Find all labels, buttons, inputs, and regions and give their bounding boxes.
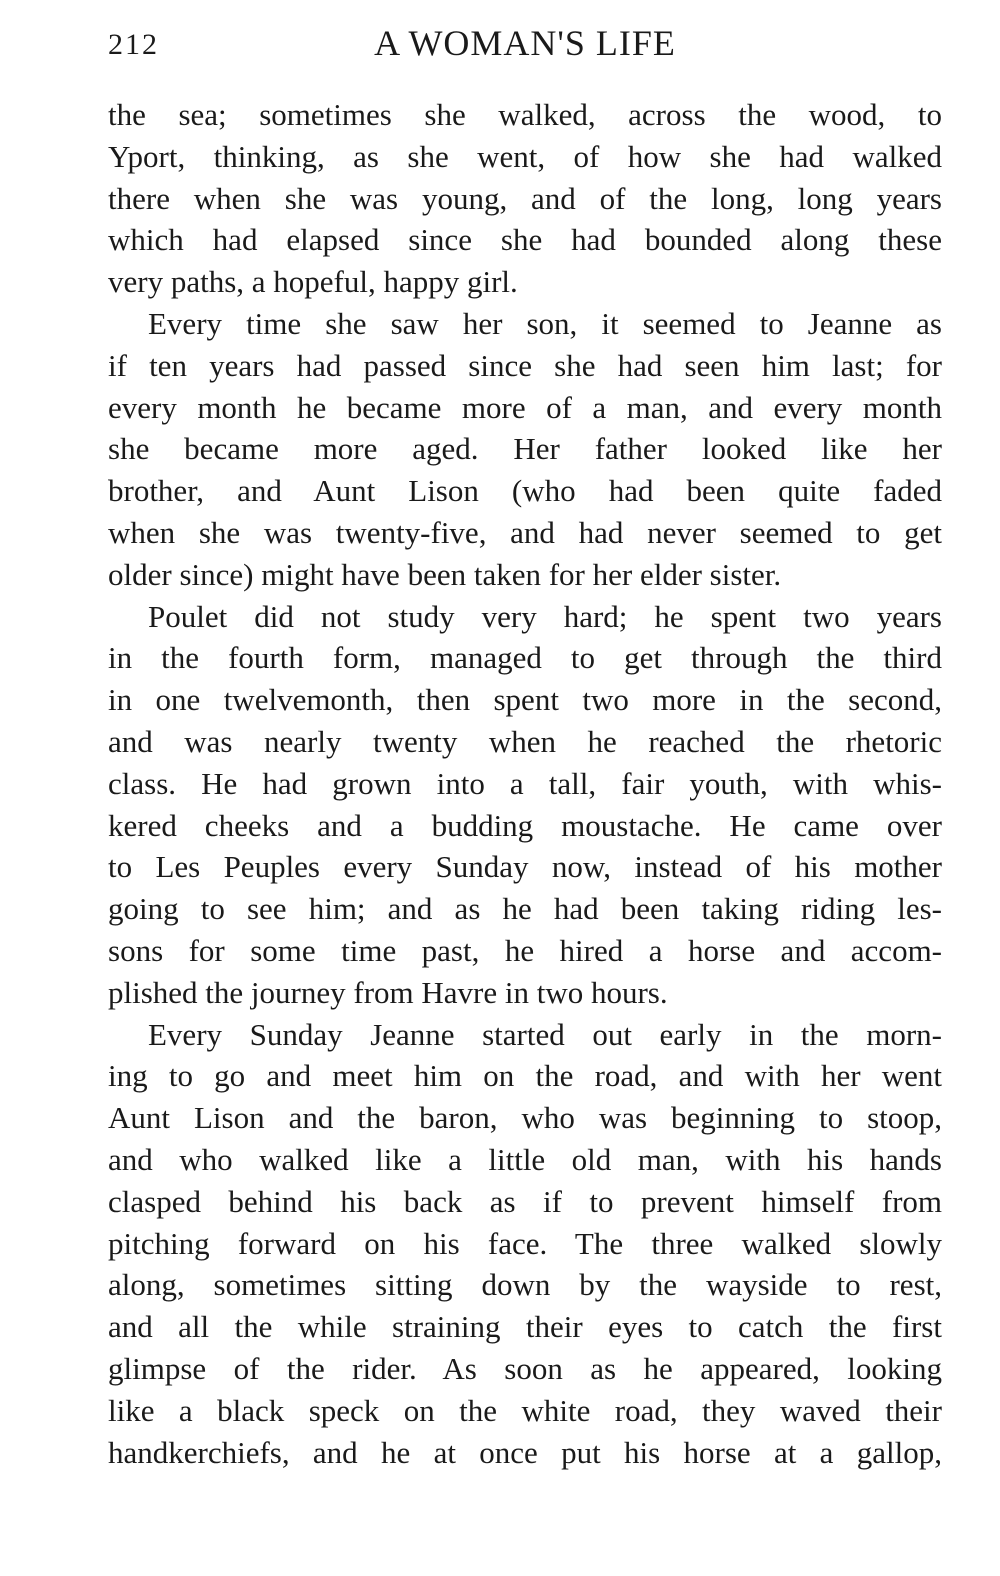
running-title: A WOMAN'S LIFE: [374, 23, 676, 63]
text-line: clasped behind his back as if to prevent himself from: [108, 1183, 942, 1219]
text-line: and all the while straining their eyes to catch the first: [108, 1309, 942, 1345]
text-line: and who walked like a little old man, with his hands: [108, 1141, 942, 1177]
text-line: in one twelvemonth, then spent two more in the second,: [108, 682, 942, 718]
text-line: there when she was young, and of the long, long years: [108, 180, 942, 216]
text-line: brother, and Aunt Lison (who had been quite faded: [108, 473, 942, 509]
text-line: plished the journey from Havre in two hours.: [108, 974, 668, 1010]
text-line: like a black speck on the white road, they waved their: [108, 1392, 942, 1428]
text-line: Every Sunday Jeanne started out early in the morn-: [148, 1016, 942, 1052]
text-line: Aunt Lison and the baron, who was beginning to stoop,: [108, 1100, 942, 1136]
text-line: class. He had grown into a tall, fair youth, with whis-: [108, 765, 942, 801]
text-line: kered cheeks and a budding moustache. He came over: [108, 807, 942, 843]
text-line: older since) might have been taken for her elder sister.: [108, 556, 782, 592]
text-line: she became more aged. Her father looked like her: [108, 431, 942, 467]
paragraph-1: [108, 94, 942, 303]
text-line: which had elapsed since she had bounded along these: [108, 222, 942, 258]
running-head: [108, 22, 942, 70]
body-text: [108, 94, 942, 1473]
text-line: and was nearly twenty when he reached the rhetoric: [108, 723, 942, 759]
page-number: 212: [108, 28, 159, 61]
text-line: if ten years had passed since she had seen him last; for: [108, 347, 942, 383]
text-line: pitching forward on his face. The three walked slowly: [108, 1225, 942, 1261]
text-line: Poulet did not study very hard; he spent two years: [148, 598, 942, 634]
text-line: to Les Peuples every Sunday now, instead of his mother: [108, 849, 942, 885]
text-line: going to see him; and as he had been taking riding les-: [108, 891, 942, 927]
text-line: Every time she saw her son, it seemed to Jeanne as: [148, 305, 942, 341]
text-line: the sea; sometimes she walked, across the wood, to: [108, 97, 942, 132]
text-line: in the fourth form, managed to get through the third: [108, 640, 942, 676]
text-line: handkerchiefs, and he at once put his horse at a gallop,: [108, 1434, 942, 1470]
text-line: glimpse of the rider. As soon as he appeared, looking: [108, 1350, 942, 1386]
paragraph-3: [108, 596, 942, 1014]
text-line: very paths, a hopeful, happy girl.: [108, 264, 518, 300]
text-line: Yport, thinking, as she went, of how she had walked: [108, 138, 942, 174]
text-line: sons for some time past, he hired a horse and accom-: [108, 932, 942, 968]
text-line: when she was twenty-five, and had never seemed to get: [108, 514, 942, 550]
text-line: along, sometimes sitting down by the wayside to rest,: [108, 1267, 942, 1303]
paragraph-2: [108, 303, 942, 596]
paragraph-4: [108, 1014, 942, 1474]
text-line: every month he became more of a man, and every month: [108, 389, 942, 425]
text-line: ing to go and meet him on the road, and with her went: [108, 1058, 942, 1094]
